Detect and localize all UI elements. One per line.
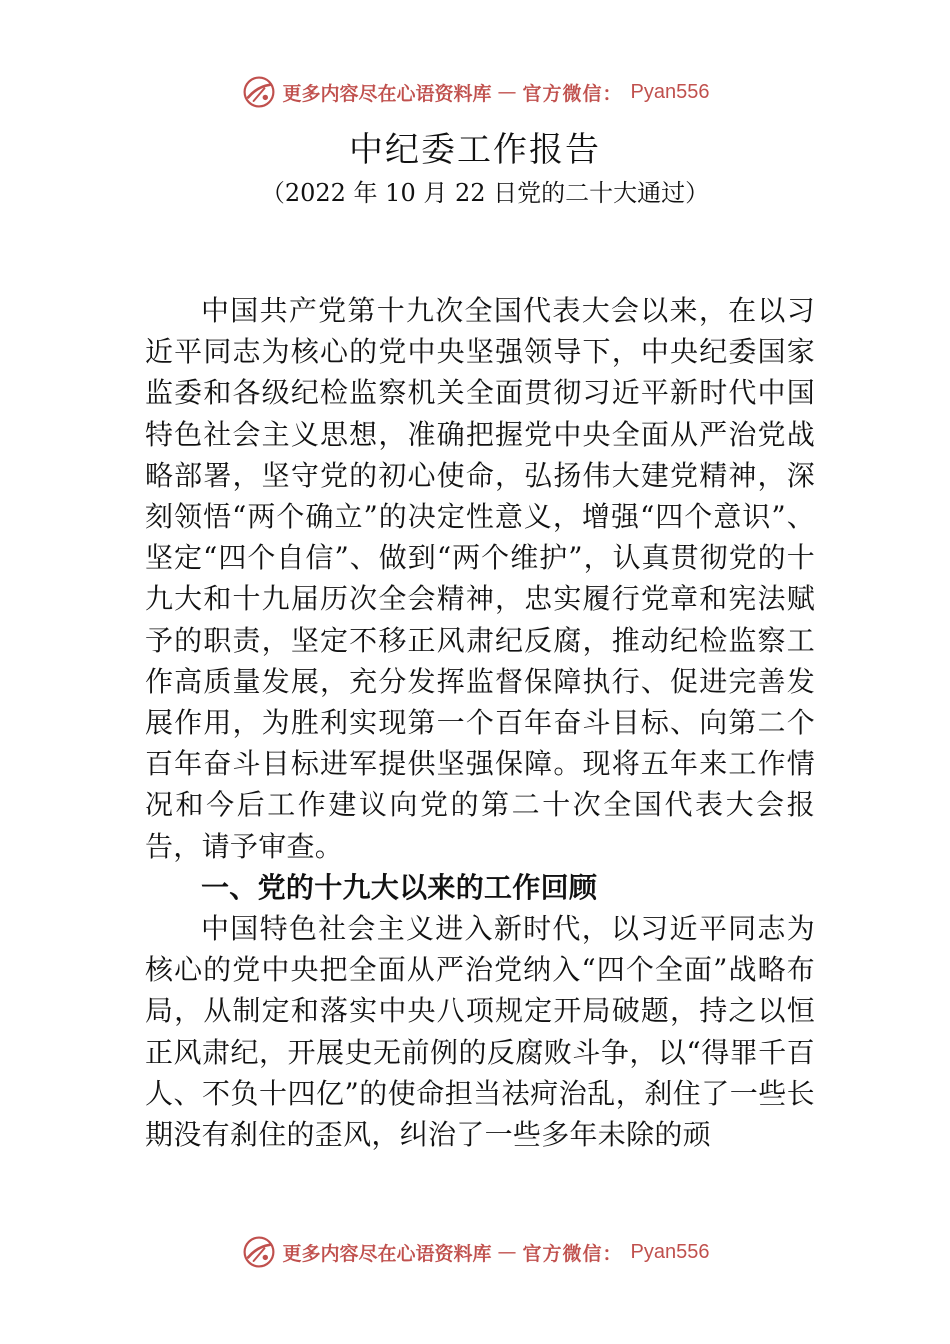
document-subtitle: （2022 年 10 月 22 日党的二十大通过） (260, 179, 710, 207)
watermark-footer (0, 1232, 950, 1272)
watermark-text: 更多内容尽在心语资料库 (282, 82, 492, 105)
intro-paragraph: 中国共产党第十九次全国代表大会以来，在以习近平同志为核心的党中央坚强领导下，中央纪委国家监委和各级纪检监察机关全面贯彻习近平新时代中国特色社会主义思想，准确把握党中央全面从严治党战略部署，坚守党的初心使命，弘扬伟大建党精神，深刻领悟“两个确立”的决定性意义，增强“四个意识”、坚定“四个自信”、做到“两个维护”，认真贯彻党的十九大和十九届历次全会精神，忠实履行党章和宪法赋予的职责，坚定不移正风肃纪反腐，推动纪检监察工作高质量发展，充分发挥监督保障执行、促进完善发展作用，为胜利实现第一个百年奋斗目标、向第二个百年奋斗目标进军提供坚强保障。现将五年来工作情况和今后工作建议向党的第二十次全国代表大会报告，请予审查。 (145, 294, 815, 863)
watermark-text: 更多内容尽在心语资料库 (282, 1242, 492, 1265)
watermark-wechat-id: Pyan556 (630, 1240, 710, 1263)
watermark-separator: — (497, 1241, 517, 1263)
watermark-wechat-label: 官方微信： (522, 82, 623, 105)
watermark-header (0, 72, 950, 112)
section-paragraph: 中国特色社会主义进入新时代，以习近平同志为核心的党中央把全面从严治党纳入“四个全面”战略布局，从制定和落实中央八项规定开局破题，持之以恒正风肃纪，开展史无前例的反腐败斗争，以“得罪千百人、不负十四亿”的使命担当祛疴治乱，刹住了一些长期没有刹住的歪风，纠治了一些多年未除的顽 (145, 912, 815, 1152)
section-heading: 一、党的十九大以来的工作回顾 (201, 870, 598, 904)
watermark-wechat-id: Pyan556 (630, 80, 710, 103)
watermark-wechat-label: 官方微信： (522, 1242, 623, 1265)
document-body (145, 290, 815, 1155)
document-title: 中纪委工作报告 (349, 130, 601, 170)
library-logo-icon (241, 74, 277, 110)
library-logo-icon (241, 1234, 277, 1270)
watermark-separator: — (497, 81, 517, 103)
